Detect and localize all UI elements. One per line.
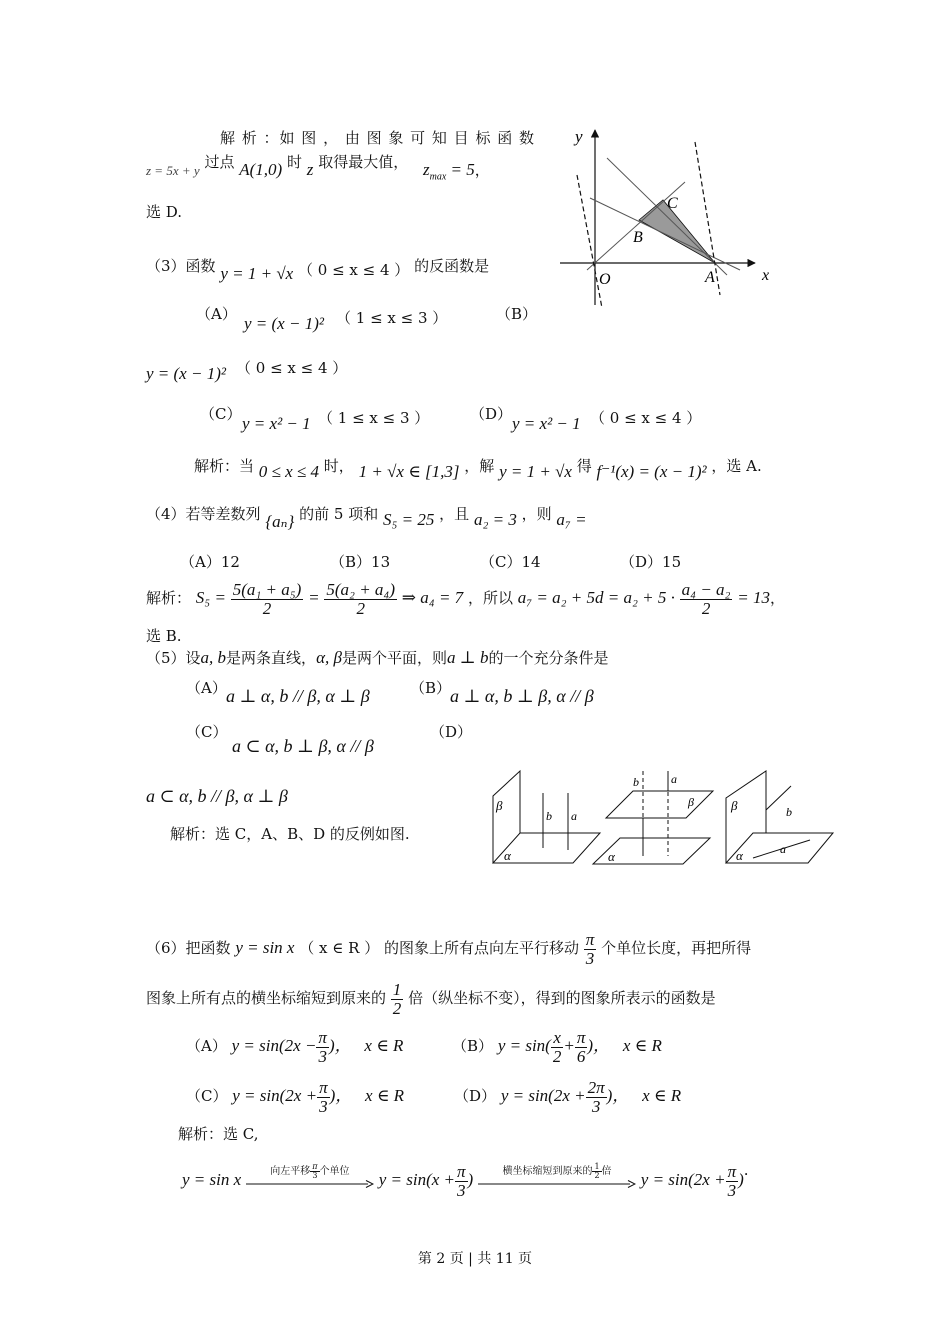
- q2-zmax-end: ，: [474, 161, 490, 179]
- q6-option-d-3: 3: [591, 1096, 601, 1116]
- q5-p1-b: b: [546, 809, 552, 823]
- q2-when: 时: [286, 153, 302, 171]
- q6-option-d-label: （D）: [454, 1087, 497, 1105]
- q5-option-c-label: （C）: [186, 723, 228, 741]
- q4-analysis: [146, 578, 785, 618]
- q3-ans-when: 时，: [323, 457, 354, 475]
- q3-option-b-domain: （ 0 ≤ x ≤ 4 ）: [236, 359, 348, 377]
- q4-frac-2-den: 2: [356, 598, 365, 618]
- q3-option-a-label: （A）: [196, 305, 237, 323]
- q3-ans-get: 得: [576, 457, 592, 475]
- q6-frac-1-2: [391, 981, 404, 1018]
- q6-frac-one: 1: [392, 979, 402, 999]
- q3-option-b-label: （B）: [496, 305, 538, 323]
- q2-analysis-line2: [146, 153, 490, 187]
- q3-ans-choose: ，选 A.: [711, 457, 762, 475]
- q3-stem: [146, 256, 490, 283]
- q3-ans-eq: y = 1 + √x: [499, 462, 572, 481]
- q6-chain-mid: y = sin(x +: [378, 1170, 456, 1189]
- q4-stem-prefix: （4）若等差数列: [146, 505, 261, 523]
- q4-implies: ⇒ a₄ = 7: [401, 588, 464, 607]
- q4-s5: S₅ = 25: [382, 510, 435, 529]
- q6-option-b-close: )，: [587, 1036, 611, 1055]
- q5-analysis: 解析：选 C，A、B、D 的反例如图.: [170, 825, 410, 843]
- q6-arrow-1-3: 3: [312, 1170, 318, 1180]
- q6-option-b-2: 2: [552, 1046, 562, 1066]
- q6-arrow-1-text: 向左平移: [270, 1165, 311, 1177]
- q6-option-b-expr: y = sin(: [497, 1036, 551, 1055]
- q4-ans-s5: S₅ =: [195, 588, 226, 607]
- q2-label-O: O: [599, 271, 611, 288]
- q2-zmax-sub: max: [429, 171, 447, 183]
- q6-stem-mid: 的图象上所有点向左平行移动: [383, 939, 579, 957]
- q4-option-a: （A）12: [180, 553, 240, 571]
- q6-line2-suffix: 倍（纵坐标不变），得到的图象所表示的函数是: [408, 989, 716, 1007]
- q6-option-a: [186, 1026, 403, 1066]
- q6-stem-line2: [146, 978, 716, 1018]
- q5-p3-b: b: [786, 805, 792, 819]
- q6-option-b-frac2: [575, 1029, 588, 1066]
- q6-frac-pi-3: [584, 931, 597, 968]
- q5-option-b-label: （B）: [410, 679, 452, 697]
- q4-and: ，且: [439, 505, 470, 523]
- q3-stem-suffix: 的反函数是: [414, 257, 490, 275]
- q4-frac-3-num: a₄ − a₂: [681, 579, 731, 599]
- q6-option-d-2pi: 2π: [587, 1077, 605, 1097]
- q6-frac-pi: π: [585, 929, 595, 949]
- q3-ans-solve: ，解: [464, 457, 495, 475]
- q5-a-perp-b: a ⊥ b: [446, 648, 489, 667]
- q6-chain-mid-pi: π: [457, 1161, 466, 1181]
- q2-point: A(1,0): [239, 160, 283, 179]
- q6-chain-end-3: 3: [727, 1180, 737, 1200]
- q6-arrow-2: [478, 1163, 636, 1200]
- q4-sequence: {aₙ}: [265, 512, 295, 531]
- q5-option-a-label: （A）: [186, 679, 227, 697]
- q5-option-b-expr: a ⊥ α, b ⊥ β, α // β: [450, 686, 594, 706]
- q5-p2-a: a: [671, 772, 677, 786]
- q5-stem-suffix: 的一个充分条件是: [488, 649, 609, 667]
- q4-a2: a₂ = 3: [473, 510, 517, 529]
- q6-stem-after: 个单位长度，再把所得: [601, 939, 752, 957]
- q2-label-x: x: [762, 267, 770, 284]
- q2-dashed-left: [577, 175, 602, 308]
- q4-frac-3-den: 2: [701, 598, 711, 618]
- q3-option-d-expr: y = x² − 1: [512, 414, 581, 433]
- q3-option-d-domain: （ 0 ≤ x ≤ 4 ）: [590, 409, 702, 427]
- q3-stem-prefix: （3）函数: [146, 257, 216, 275]
- q6-option-b-plus: +: [563, 1036, 575, 1055]
- q6-option-b: [452, 1026, 662, 1066]
- q6-stem-func: y = sin x: [235, 938, 295, 957]
- q6-option-d-expr: y = sin(2x +: [500, 1086, 586, 1105]
- q6-chain-mid-3: 3: [457, 1180, 466, 1200]
- q6-arrow-2-line: [478, 1180, 636, 1188]
- q5-p2-b: b: [633, 775, 639, 789]
- q6-chain-mid-close: ): [467, 1170, 474, 1189]
- q2-pass-through: 过点: [204, 153, 235, 171]
- q5-stem-prefix: （5）设: [146, 649, 201, 667]
- q6-chain-end-close: ): [738, 1170, 744, 1189]
- q6-arrow-2-one: 1: [594, 1161, 600, 1171]
- q6-option-c-pi: π: [319, 1077, 328, 1097]
- q4-frac-3: [680, 581, 733, 618]
- q4-option-c: （C）14: [480, 553, 541, 571]
- q6-analysis: 解析：选 C,: [178, 1125, 259, 1143]
- q6-arrow-1-end: 个单位: [319, 1165, 350, 1177]
- q6-arrow-2-two: 2: [594, 1170, 600, 1180]
- q6-option-b-domain: x ∈ R: [622, 1036, 662, 1055]
- q6-arrow-1-line: [246, 1180, 374, 1188]
- q6-option-a-label: （A）: [186, 1037, 227, 1055]
- q2-zmax-z: z: [422, 160, 430, 179]
- q6-option-d-close: )，: [606, 1086, 630, 1105]
- q4-choose: 选 B.: [146, 627, 182, 645]
- q2-objective: z = 5x + y: [146, 163, 200, 178]
- q6-option-a-pi: π: [318, 1027, 327, 1047]
- q2-label-B: B: [633, 229, 643, 246]
- q2-label-A: A: [705, 269, 715, 286]
- q3-ans-cond: 0 ≤ x ≤ 4: [258, 462, 320, 481]
- q3-option-a-expr: y = (x − 1)²: [244, 314, 324, 333]
- q6-arrow-2-text: 横坐标缩短到原来的: [502, 1165, 593, 1177]
- q6-option-c-label: （C）: [186, 1087, 228, 1105]
- q4-frac-2-num: 5(a₂ + a₄): [326, 579, 396, 599]
- q6-option-c-close: )，: [329, 1086, 353, 1105]
- q6-option-b-6: 6: [576, 1046, 586, 1066]
- q6-line2-prefix: 图象上所有点的横坐标缩短到原来的: [146, 989, 387, 1007]
- q6-option-c-frac: [317, 1079, 330, 1116]
- q4-stem-mid: 的前 5 项和: [299, 505, 379, 523]
- q3-analysis: [194, 456, 762, 481]
- q6-option-d-domain: x ∈ R: [642, 1086, 682, 1105]
- q4-frac-1-den: 2: [262, 598, 272, 618]
- q6-option-b-frac1: [551, 1029, 564, 1066]
- q4-stem: [146, 504, 587, 531]
- q6-frac-3: 3: [585, 948, 595, 968]
- q3-option-d-label: （D）: [470, 405, 513, 423]
- q6-option-a-expr: y = sin(2x −: [231, 1036, 317, 1055]
- q2-zmax-val: = 5: [450, 160, 475, 179]
- q6-option-d: [454, 1076, 681, 1116]
- q4-frac-1-num: 5(a₁ + a₅): [232, 579, 302, 599]
- q5-stem-mid2: 是两个平面，则: [341, 649, 447, 667]
- q6-frac-two: 2: [392, 998, 402, 1018]
- q6-arrow-2-end: 倍: [601, 1165, 612, 1177]
- q6-option-d-frac: [586, 1079, 607, 1116]
- q6-option-c: [186, 1076, 404, 1116]
- q2-analysis-line1: 解 析 ：如 图 ， 由 图 象 可 知 目 标 函 数: [220, 129, 535, 147]
- q6-chain-end-pi: π: [727, 1161, 737, 1181]
- q4-then: ，则: [521, 505, 552, 523]
- page-footer: 第 2 页 | 共 11 页: [417, 1251, 533, 1267]
- q3-ans-inverse: f⁻¹(x) = (x − 1)²: [596, 462, 707, 481]
- q6-option-b-pi: π: [576, 1027, 586, 1047]
- q2-z: z: [306, 160, 314, 179]
- q5-ab: a, b: [200, 648, 227, 667]
- q6-stem-prefix: （6）把函数: [146, 939, 231, 957]
- q5-p2-beta: β: [688, 795, 694, 809]
- q5-p1-alpha: α: [504, 848, 511, 863]
- q3-ans-prefix: 解析：当: [194, 457, 255, 475]
- q5-p1-a: a: [571, 809, 577, 823]
- q3-stem-domain: （ 0 ≤ x ≤ 4 ）: [297, 261, 410, 279]
- q3-option-c-label: （C）: [200, 405, 242, 423]
- q4-eq: =: [308, 588, 320, 607]
- q4-comma: ，: [769, 589, 785, 607]
- q6-arrow-1-pi: π: [312, 1161, 318, 1171]
- q2-graph: [555, 120, 790, 315]
- q3-stem-expr: y = 1 + √x: [220, 264, 294, 283]
- q5-option-a-expr: a ⊥ α, b // β, α ⊥ β: [226, 686, 370, 706]
- q6-chain-mid-frac: [455, 1163, 468, 1200]
- q5-stem: [146, 648, 608, 668]
- q6-option-b-x: x: [551, 1029, 564, 1048]
- q6-chain: [182, 1160, 749, 1200]
- q4-frac-2: [324, 581, 397, 618]
- q5-option-d-label: （D）: [430, 723, 473, 741]
- q6-arrow-1: [246, 1163, 374, 1200]
- q5-p1-beta: β: [496, 798, 503, 813]
- q6-option-c-domain: x ∈ R: [365, 1086, 405, 1105]
- q6-option-a-domain: x ∈ R: [364, 1036, 404, 1055]
- q5-p3-a: a: [780, 842, 786, 856]
- q6-stem-line1: [146, 928, 751, 968]
- q4-option-b: （B）13: [330, 553, 391, 571]
- q2-label-y: y: [575, 127, 583, 146]
- q6-stem-domain: （ x ∈ R ）: [299, 939, 380, 957]
- q2-choose: 选 D.: [146, 203, 183, 221]
- q4-chain: a₇ = a₂ + 5d = a₂ + 5 ·: [517, 588, 675, 607]
- q6-chain-end: y = sin(2x +: [640, 1170, 726, 1189]
- q4-result: = 13: [737, 588, 770, 607]
- q6-chain-end-frac: [726, 1163, 739, 1200]
- q5-option-c-expr: a ⊂ α, b ⊥ β, α // β: [232, 736, 374, 756]
- q5-stem-mid1: 是两条直线，: [226, 649, 317, 667]
- q5-alphabeta: α, β: [316, 648, 342, 667]
- q6-chain-period: .: [743, 1161, 749, 1179]
- q6-chain-start: y = sin x: [182, 1170, 242, 1189]
- q6-option-b-label: （B）: [452, 1037, 494, 1055]
- q5-p3-beta: β: [731, 798, 738, 813]
- q3-option-b-expr: y = (x − 1)²: [146, 364, 226, 383]
- q6-option-c-3: 3: [319, 1096, 328, 1116]
- q3-option-c-expr: y = x² − 1: [242, 414, 311, 433]
- q4-so: ，所以: [467, 589, 513, 607]
- q6-arrow-1-frac: [310, 1163, 319, 1180]
- q6-option-c-expr: y = sin(2x +: [232, 1086, 318, 1105]
- q4-frac-1: [231, 581, 304, 618]
- q5-p2-alpha: α: [608, 849, 615, 864]
- q4-ans-prefix: 解析：: [146, 589, 192, 607]
- q3-option-a-domain: （ 1 ≤ x ≤ 3 ）: [336, 309, 448, 327]
- q3-ans-range: 1 + √x ∈ [1,3]: [358, 462, 460, 481]
- q6-arrow-2-frac: [592, 1163, 601, 1180]
- q6-option-a-3: 3: [318, 1046, 327, 1066]
- q2-zmax: [422, 160, 475, 183]
- q4-a7: a₇ =: [556, 510, 587, 529]
- q2-label-C: C: [667, 195, 678, 212]
- q4-option-d: （D）15: [620, 553, 682, 571]
- q6-option-a-close: )，: [328, 1036, 352, 1055]
- q5-p3-alpha: α: [736, 848, 743, 863]
- q3-option-c-domain: （ 1 ≤ x ≤ 3 ）: [318, 409, 430, 427]
- q5-option-d-expr: a ⊂ α, b // β, α ⊥ β: [146, 786, 288, 806]
- q5-figure: [488, 768, 838, 870]
- q6-option-a-frac: [316, 1029, 329, 1066]
- q2-line-2: [607, 158, 727, 275]
- q2-take-max: 取得最大值，: [318, 153, 409, 171]
